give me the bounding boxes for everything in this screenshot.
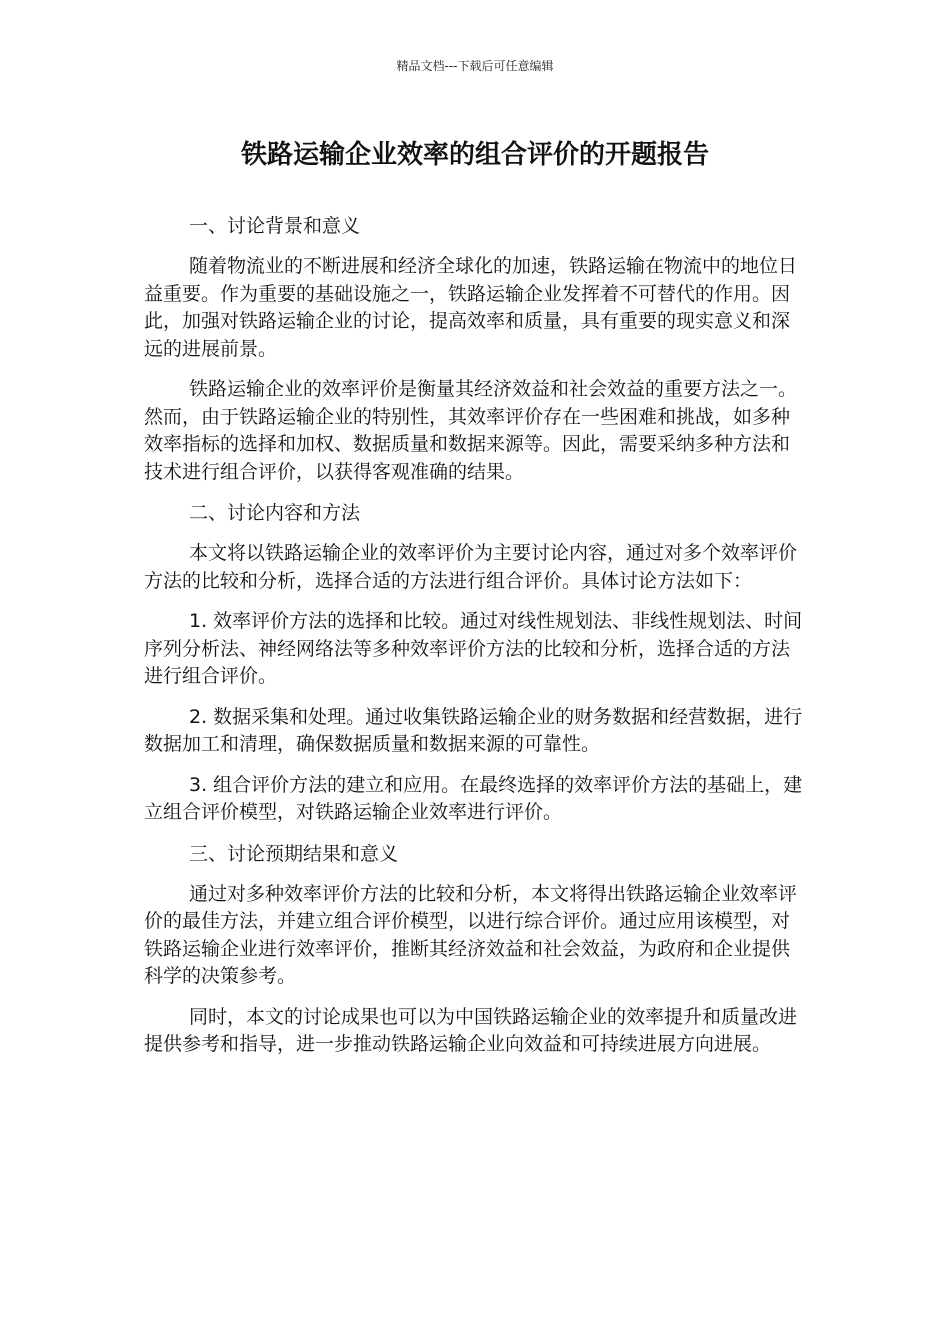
- document-title: 铁路运输企业效率的组合评价的开题报告: [240, 140, 709, 170]
- paragraph: 铁路运输企业的效率评价是衡量其经济效益和社会效益的重要方法之一。然而，由于铁路运输企业的特别性，其效率评价存在一些困难和挑战，如多种效率指标的选择和加权、数据质量和数据来源等。因此，需要采纳多种方法和技术进行组合评价，以获得客观准确的结果。: [144, 378, 798, 483]
- document-body: [144, 212, 806, 1072]
- section-heading: 三、讨论预期结果和意义: [189, 842, 399, 865]
- header-note: 精品文档---下载后可任意编辑: [396, 59, 554, 73]
- list-item: 3. 组合评价方法的建立和应用。在最终选择的效率评价方法的基础上，建立组合评价模型，对铁路运输企业效率进行评价。: [144, 773, 803, 823]
- paragraph: 通过对多种效率评价方法的比较和分析，本文将得出铁路运输企业效率评价的最佳方法，并建立组合评价模型，以进行综合评价。通过应用该模型，对铁路运输企业进行效率评价，推断其经济效益和社会效益，为政府和企业提供科学的决策参考。: [144, 882, 798, 987]
- section-expected-results: [144, 840, 806, 1059]
- section-heading: 一、讨论背景和意义: [189, 215, 361, 237]
- list-item: 2. 数据采集和处理。通过收集铁路运输企业的财务数据和经营数据，进行数据加工和清理，确保数据质量和数据来源的可靠性。: [144, 705, 803, 755]
- section-background: [144, 212, 806, 486]
- section-heading: 二、讨论内容和方法: [189, 502, 361, 524]
- paragraph: 同时，本文的讨论成果也可以为中国铁路运输企业的效率提升和质量改进提供参考和指导，进一步推动铁路运输企业向效益和可持续进展方向进展。: [144, 1005, 798, 1055]
- paragraph: 本文将以铁路运输企业的效率评价为主要讨论内容，通过对多个效率评价方法的比较和分析，选择合适的方法进行组合评价。具体讨论方法如下：: [144, 542, 798, 592]
- list-item: 1. 效率评价方法的选择和比较。通过对线性规划法、非线性规划法、时间序列分析法、神经网络法等多种效率评价方法的比较和分析，选择合适的方法进行组合评价。: [144, 610, 803, 687]
- paragraph: 随着物流业的不断进展和经济全球化的加速，铁路运输在物流中的地位日益重要。作为重要的基础设施之一，铁路运输企业发挥着不可替代的作用。因此，加强对铁路运输企业的讨论，提高效率和质量，具有重要的现实意义和深远的进展前景。: [144, 255, 798, 360]
- section-content-methods: [144, 499, 806, 827]
